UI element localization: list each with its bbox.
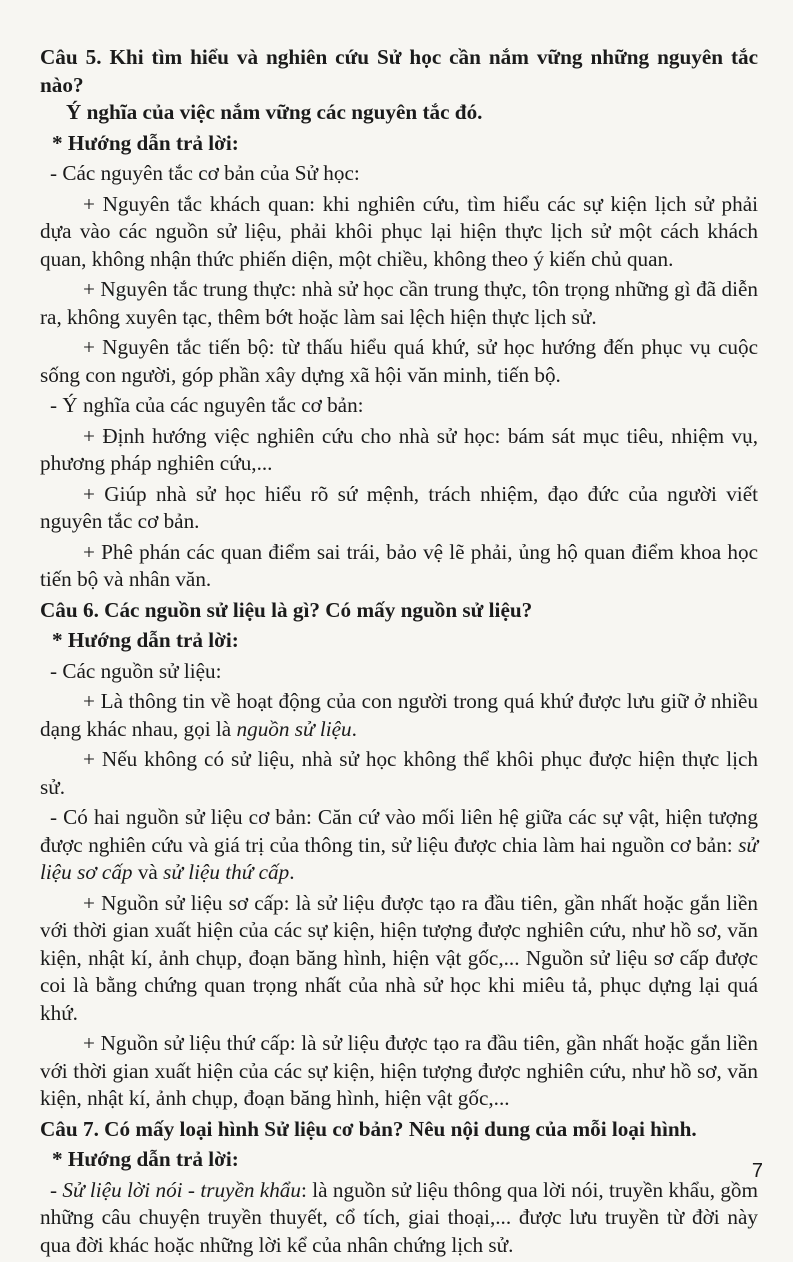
answer-guide-heading: * Hướng dẫn trả lời:: [52, 1147, 239, 1171]
primary-source-term: sử liệu sơ cấp: [40, 832, 758, 884]
answer-guide-heading: * Hướng dẫn trả lời:: [52, 130, 239, 155]
question-5-title-line2: Ý nghĩa của việc nắm vững các nguyên tắc đó.: [66, 100, 483, 124]
oral-source-paragraph: [40, 1177, 758, 1260]
sources-definition-end: .: [351, 716, 357, 741]
secondary-source-term: sử liệu thứ cấp: [163, 860, 290, 884]
sources-definition: [40, 688, 758, 743]
answer-guide-heading: * Hướng dẫn trả lời:: [52, 628, 239, 652]
meaning-item-2: + Giúp nhà sử học hiểu rõ sứ mệnh, trách nhiệm, đạo đức của người viết nguyên tắc cơ bản.: [40, 481, 758, 533]
principle-progress: + Nguyên tắc tiến bộ: từ thấu hiểu quá khứ, sử học hướng đến phục vụ cuộc sống con người, góp phần xây dựng xã hội văn minh, tiến bộ.: [40, 335, 758, 387]
primary-source-paragraph: + Nguồn sử liệu sơ cấp: là sử liệu được tạo ra đầu tiên, gần nhất hoặc gắn liền với thời gian xuất hiện của các sự kiện, hiện tượng được nghiên cứu, như hồ sơ, văn kiện, nhật kí, ảnh chụp, đoạn băng hình, hiện vật gốc,... Nguồn sử liệu sơ cấp được coi là bằng chứng quan trọng nhất của nhà sử học khi miêu tả, phục dựng lại quá khứ.: [40, 890, 758, 1025]
meaning-item-1: + Định hướng việc nghiên cứu cho nhà sử học: bám sát mục tiêu, nhiệm vụ, phương pháp nghiên cứu,...: [40, 423, 758, 475]
principle-objective: + Nguyên tắc khách quan: khi nghiên cứu, tìm hiểu các sự kiện lịch sử phải dựa vào các nguồn sử liệu, phải khôi phục lại hiện thực lịch sử một cách khách quan, không nhận thức phiến diện, một chiều, không theo ý kiến chủ quan.: [40, 191, 758, 271]
secondary-source-paragraph: + Nguồn sử liệu thứ cấp: là sử liệu được tạo ra đầu tiên, gần nhất hoặc gắn liền với thời gian xuất hiện của các sự kiện, hiện tượng được nghiên cứu, như hồ sơ, văn kiện, nhật kí, ảnh chụp, đoạn băng hình, hiện vật gốc,...: [40, 1031, 758, 1110]
two-sources-paragraph: [40, 804, 758, 887]
question-7-title: Câu 7. Có mấy loại hình Sử liệu cơ bản? Nêu nội dung của mỗi loại hình.: [40, 1116, 697, 1141]
question-6-title: Câu 6. Các nguồn sử liệu là gì? Có mấy nguồn sử liệu?: [40, 597, 533, 622]
oral-source-text: : là nguồn sử liệu thông qua lời nói, truyền khẩu, gồm những câu chuyện truyền thuyết, cổ tích, giai thoại,... được lưu truyền từ đời này qua đời khác hoặc những lời kể của nhân chứng lịch sử.: [40, 1177, 759, 1257]
sources-definition-term: nguồn sử liệu: [236, 716, 352, 741]
two-sources-end: .: [289, 860, 295, 884]
principles-intro: - Các nguyên tắc cơ bản của Sử học:: [50, 161, 360, 185]
page-content: [40, 44, 758, 1262]
page-number: 7: [751, 1160, 763, 1182]
question-5-title: [40, 44, 758, 127]
meaning-item-3: + Phê phán các quan điểm sai trái, bảo vệ lẽ phải, ủng hộ quan điểm khoa học tiến bộ và nhân văn.: [40, 539, 758, 591]
principle-honesty: + Nguyên tắc trung thực: nhà sử học cần trung thực, tôn trọng những gì đã diễn ra, không xuyên tạc, thêm bớt hoặc làm sai lệch hiện thực lịch sử.: [40, 277, 758, 329]
two-sources-text: - Có hai nguồn sử liệu cơ bản: Căn cứ vào mối liên hệ giữa các sự vật, hiện tượng được nghiên cứu và giá trị của thông tin, sử liệu được chia làm hai nguồn cơ bản:: [40, 805, 758, 857]
oral-source-dash: -: [50, 1177, 63, 1202]
sources-importance: + Nếu không có sử liệu, nhà sử học không thể khôi phục được hiện thực lịch sử.: [40, 747, 758, 799]
oral-source-term: Sử liệu lời nói - truyền khẩu: [62, 1177, 301, 1202]
two-sources-conjunction: và: [132, 860, 164, 884]
sources-definition-text: + Là thông tin về hoạt động của con người trong quá khứ được lưu giữ ở nhiều dạng khác nhau, gọi là: [40, 689, 758, 741]
question-5-title-line1: Câu 5. Khi tìm hiểu và nghiên cứu Sử học cần nắm vững những nguyên tắc nào?: [40, 45, 758, 97]
sources-intro: - Các nguồn sử liệu:: [50, 658, 222, 683]
meaning-intro: - Ý nghĩa của các nguyên tắc cơ bản:: [50, 393, 364, 417]
